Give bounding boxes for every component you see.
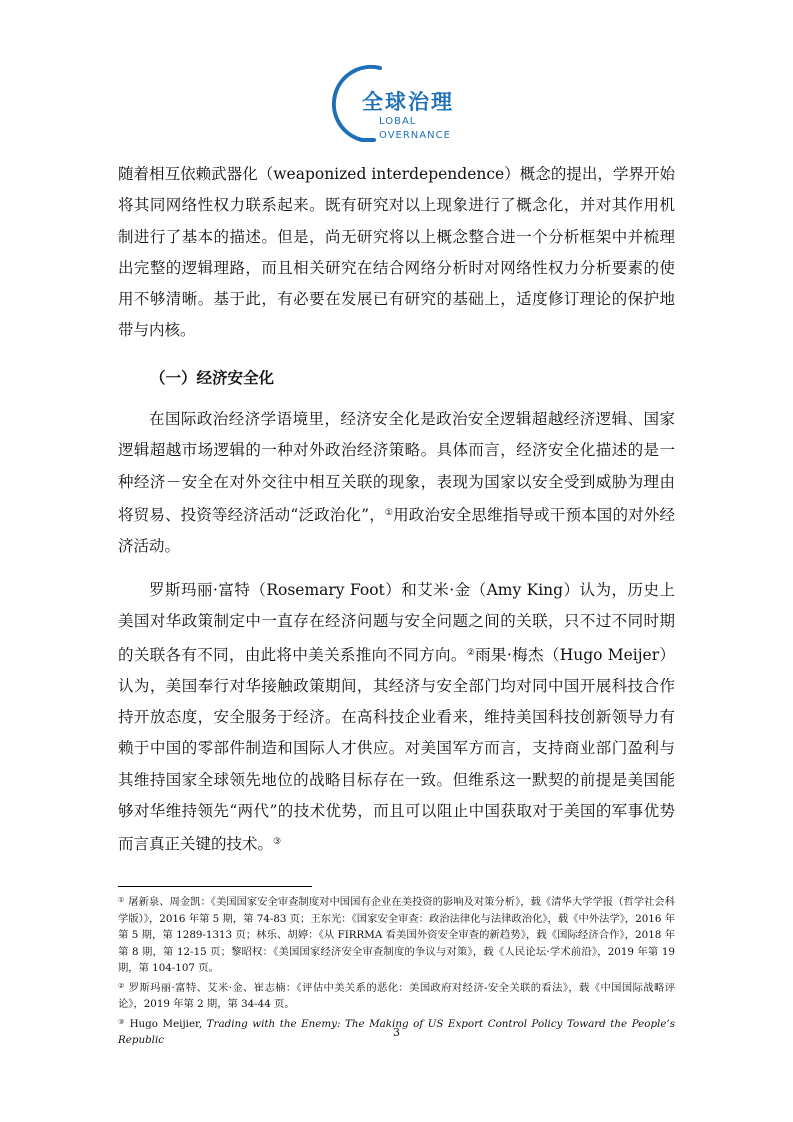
page-number: 3 (393, 1026, 400, 1039)
footnote-divider (118, 886, 312, 887)
footnote-1 (118, 892, 675, 977)
footnote-3-mark: ③ (118, 1017, 126, 1026)
footnote-1-text: 屠新泉、周金凯：《美国国家安全审查制度对中国国有企业在美投资的影响及对策分析》，载《清华大学学报（哲学社会科学版）》，2016 年第 5 期，第 74-83 页；王东光：《国家安全审查：政治法律化与法律政治化》，载《中外法学》，2016 年第 5 期，第 1289-1313 页；林乐、胡婷：《从 FIRRMA 看美国外资安全审查的新趋势》，载《国际经济合作》，2018 年第 8 期，第 12-15 页；黎昭权：《美国国家经济安全审查制度的争议与对策》，载《人民论坛·学术前沿》，2019 年第 19 期，第 104-107 页。 (118, 896, 675, 974)
note-ref-1[interactable]: ① (384, 507, 394, 518)
global-governance-logo (322, 60, 482, 150)
footnote-2 (118, 978, 675, 1013)
paragraph-economic-securitization (118, 404, 675, 562)
paragraph-2-text-b: 雨果·梅杰（Hugo Meijer）认为，美国奉行对华接触政策期间，其经济与安全部门均对同中国开展科技合作持开放态度，安全服务于经济。在高科技企业看来，维持美国科技创新领导力有赖于中国的零部件制造和国际人才供应。对美国军方而言，支持商业部门盈利与其维持国家全球领先地位的战略目标存在一致。但维系这一默契的前提是美国能够对华维持领先“两代”的技术优势，而且可以阻止中国获取对于美国的军事优势而言真正关键的技术。 (118, 645, 675, 854)
logo-english-line2: OVERNANCE (379, 130, 451, 141)
note-ref-3[interactable]: ③ (273, 837, 282, 848)
paragraph-2-text-a: 罗斯玛丽·富特（Rosemary Foot）和艾米·金（Amy King）认为，历史上美国对华政策制定中一直存在经济问题与安全问题之间的关联，只不过不同时期的关联各有不同，由此将中美关系推向不同方向。 (118, 581, 675, 664)
paragraph-us-china-linkage (118, 575, 675, 861)
logo-english-line1: LOBAL (379, 116, 417, 127)
note-ref-2[interactable]: ② (466, 647, 476, 658)
logo-chinese-title: 全球治理 (362, 90, 454, 114)
section-heading: （一）经济安全化 (150, 369, 275, 387)
intro-paragraph: 随着相互依赖武器化（weaponized interdependence）概念的提出，学界开始将其同网络性权力联系起来。既有研究对以上现象进行了概念化，并对其作用机制进行了基本的描述。但是，尚无研究将以上概念整合进一个分析框架中并梳理出完整的逻辑理路，而且相关研究在结合网络分析时对网络性权力分析要素的使用不够清晰。基于此，有必要在发展已有研究的基础上，适度修订理论的保护地带与内核。 (118, 165, 675, 340)
footnote-2-text: 罗斯玛丽·富特、艾米·金、崔志楠：《评估中美关系的恶化：美国政府对经济-安全关联的看法》，载《中国国际战略评论》，2019 年第 2 期，第 34-44 页。 (118, 981, 675, 1010)
paragraph-1-text-b: 用政治安全思维指导或干预本国的对外经济活动。 (118, 505, 675, 556)
paragraph-1-text-a: 在国际政治经济学语境里，经济安全化是政治安全逻辑超越经济逻辑、国家逻辑超越市场逻辑的一种对外政治经济策略。具体而言，经济安全化描述的是一种经济－安全在对外交往中相互关联的现象，表现为国家以安全受到威胁为理由将贸易、投资等经济活动“泛政治化”， (118, 410, 675, 524)
footnote-3-author: Hugo Meijier, (129, 1017, 203, 1030)
footnote-1-mark: ① (118, 896, 125, 904)
footnote-3-title: Trading with the Enemy: The Making of US Export Control Policy Toward the People’s Republic (118, 1017, 675, 1046)
footnote-2-mark: ② (118, 981, 125, 990)
